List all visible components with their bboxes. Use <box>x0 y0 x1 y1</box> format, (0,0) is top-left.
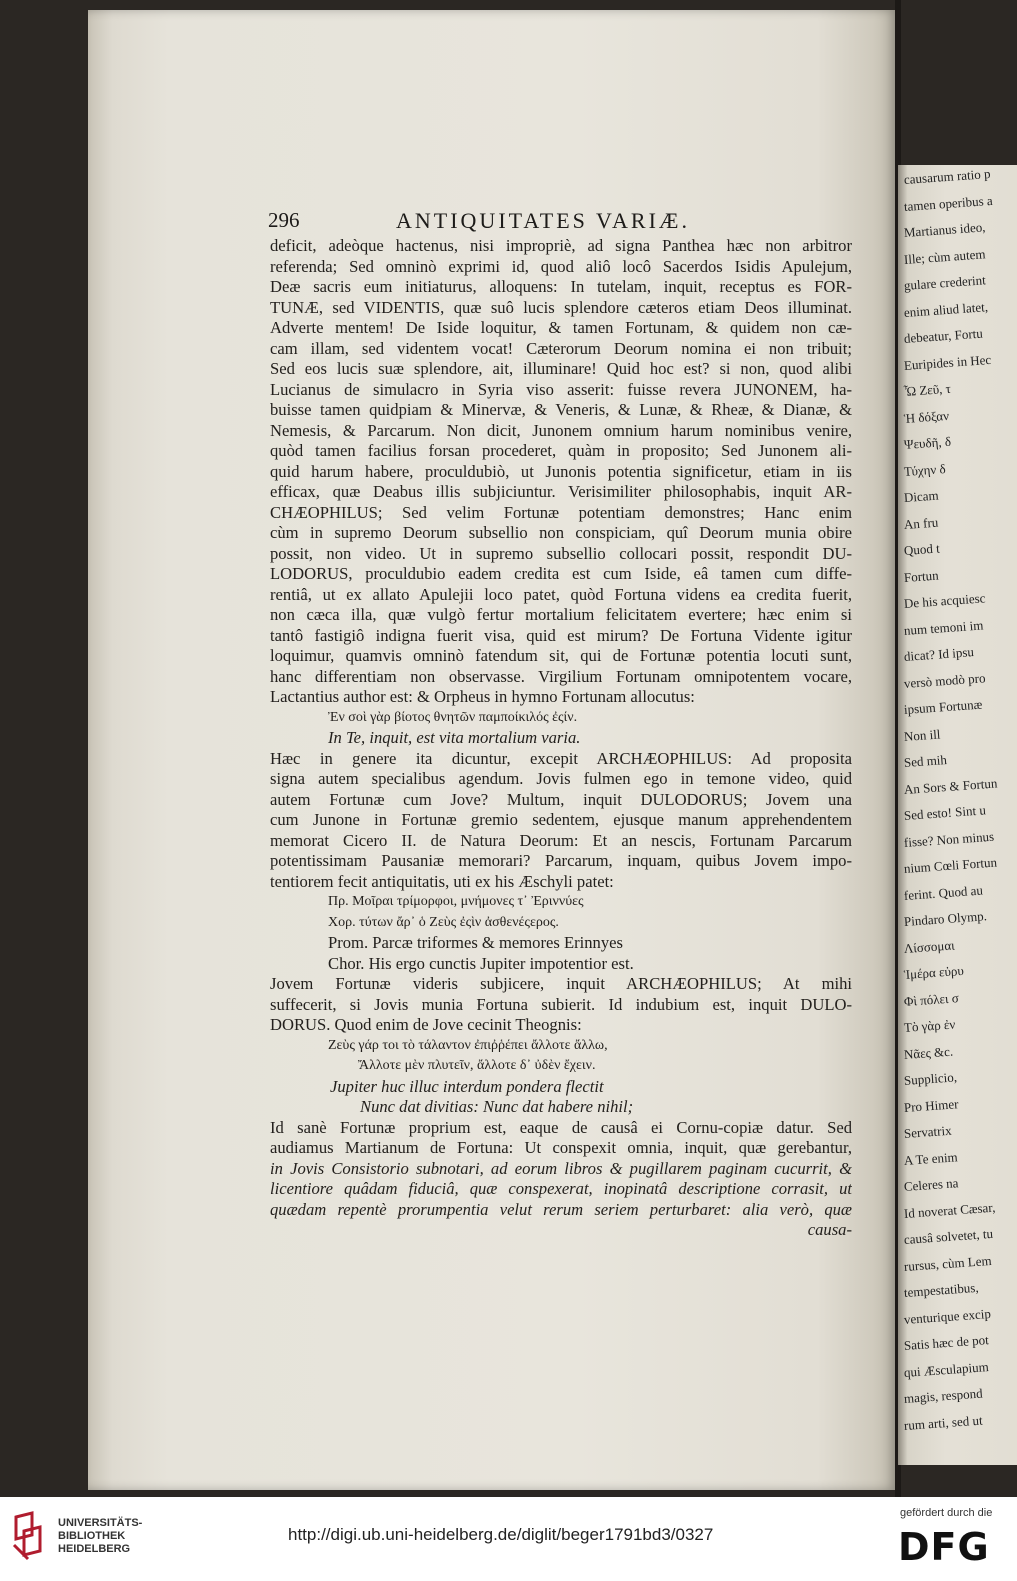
right-page-fragment: causâ solvetet, tu <box>903 1225 994 1247</box>
right-page-fragment: rursus, cùm Lem <box>903 1252 993 1274</box>
page-body-text <box>270 236 852 1241</box>
institution-line: BIBLIOTHEK <box>58 1530 126 1542</box>
institution-line: UNIVERSITÄTS- <box>58 1517 143 1529</box>
text-line: Nunc dat divitias: Nunc dat habere nihil; <box>360 1097 634 1116</box>
text-line: tentiorem fecit antiquitatis, uti ex his Æschyli patet: <box>270 871 614 891</box>
text-line: referenda; Sed omninò exprimi id, quod aliô locô Sacerdos Isidis Apulejum, <box>270 256 852 276</box>
right-page-fragment: tempestatibus, <box>903 1279 980 1300</box>
text-line: quid harum habere, proculdubiò, ut Junonis potentia significetur, etiam in iis <box>270 461 852 481</box>
text-line: causa- <box>807 1220 852 1239</box>
institution-name <box>58 1517 142 1556</box>
right-page-fragment: nium Cœli Fortun <box>903 854 998 876</box>
text-line: Χορ. τύτων ἄρ᾽ ὁ Ζεὺς ἐςὶν ἀσθενέςερος. <box>328 914 559 930</box>
text-line: Πρ. Μοῖραι τρίμορφοι, μνήμονες τ᾽ Ἐριννύες <box>328 894 584 909</box>
text-line: autem Fortunæ cum Jove? Multum, inquit DULODORUS; Jovem una <box>270 789 852 809</box>
text-line: cum Junone in Fortunæ gremio sedentem, ejusque manum apprehendentem <box>270 810 852 829</box>
right-page-fragment: Τύχην δ <box>903 460 947 479</box>
text-line: Chor. His ergo cunctis Jupiter impotentior est. <box>328 953 634 973</box>
right-page-fragment: Τὸ γὰρ ἐν <box>903 1016 956 1035</box>
text-line: loquimur, quamvis omninò fatendum sit, qui de Fortunæ potentia locuti sunt, <box>270 646 852 665</box>
text-line: efficax, quæ Deabus illis subjiciuntur. Verisimiliter philosophabis, inquit AR- <box>270 482 852 501</box>
text-line: Deæ sacris eum initiaturus, alloquens: In tutelam, inquit, receptus es FOR- <box>270 277 852 296</box>
text-line: quòd tamen facilius forsan procederet, quàm in proposito; Sed Junonem ali- <box>270 441 852 460</box>
right-page-fragment: num temoni im <box>903 616 984 638</box>
right-page-fragment: qui Æsculapium <box>903 1358 990 1380</box>
right-page-fragment: Pro Himer <box>903 1095 959 1115</box>
right-page-fragment: Sed esto! Sint u <box>903 802 987 823</box>
text-line: rentiâ, ut ex allato Apulejii loco patet, quòd Fortuna videns ea credita fuerit, <box>270 584 852 604</box>
text-line: non cæca illa, quæ vulgò fertur mortalium felicitatem evertere; hæc enim si <box>270 605 852 624</box>
text-line: signa autem specialibus agendum. Jovis fulmen ego in temone video, quid <box>270 769 852 788</box>
right-page-fragment: gulare crederint <box>903 272 987 293</box>
right-page-fragment: fisse? Non minus <box>903 828 995 850</box>
right-page-fragment: Ψευδῆ, δ <box>903 433 952 452</box>
text-line: in Jovis Consistorio subnotari, ad eorum libros & pugillarem paginam cucurrit, & <box>270 1158 852 1178</box>
text-line: In Te, inquit, est vita mortalium varia. <box>328 728 581 747</box>
right-page-fragment: magis, respond <box>903 1385 984 1406</box>
text-line: Lactantius author est: & Orpheus in hymno Fortunam allocutus: <box>270 687 695 706</box>
right-page-fragment: Quod t <box>903 540 941 558</box>
right-page-fragment: Νᾶες &c. <box>903 1043 954 1062</box>
text-line: DORUS. Quod enim de Jove cecinit Theognis: <box>270 1015 582 1034</box>
text-line: CHÆOPHILUS; Sed velim Fortunæ potentiam demonstres; Hanc enim <box>270 502 852 522</box>
text-line: memorat Cicero II. de Natura Deorum: Et an nescis, Fortunam Parcarum <box>270 830 852 850</box>
right-page-fragment: An Sors & Fortun <box>903 774 998 797</box>
right-page-fragment: ferint. Quod au <box>903 882 984 903</box>
right-page-fragment: Ἱμέρα εὐρυ <box>903 962 965 982</box>
right-page-fragment: enim aliud latet, <box>903 298 989 320</box>
right-page-fragment: An fru <box>903 514 939 532</box>
permalink[interactable]: http://digi.ub.uni-heidelberg.de/diglit/beger1791bd3/0327 <box>288 1525 714 1544</box>
dfg-logo: DFG <box>898 1525 990 1569</box>
text-line: tantô fastigiô indigna fuerit visa, quid est mirum? De Fortuna Vidente igitur <box>270 625 852 645</box>
right-page-fragment: causarum ratio p <box>903 165 991 187</box>
text-line: Hæc in genere ita dicuntur, excepit ARCHÆOPHILUS: Ad proposita <box>270 748 852 768</box>
text-line: cùm in supremo Deorum subsellio non conspiciam, quî Deorum munia obire <box>270 523 852 542</box>
right-page-fragment: Euripides in Hec <box>903 351 992 373</box>
page-number: 296 <box>268 208 300 232</box>
right-page-fragment: A Te enim <box>903 1148 959 1168</box>
right-page-fragment: dicat? Id ipsu <box>903 644 975 664</box>
text-line: hanc differentiam non observasse. Virgilium Fortunam omnipotentem vocare, <box>270 666 852 686</box>
book-page-right <box>898 165 1017 1465</box>
right-page-fragment: Servatrix <box>903 1122 953 1141</box>
text-line: audiamus Martianum de Fortuna: Ut conspexit omnia, inquit, quæ gerebantur, <box>270 1138 852 1157</box>
right-page-fragment: tamen operibus a <box>903 192 994 214</box>
text-line: quædam repentè prorumpentia velut rerum seriem perturbaret: alia verò, quæ <box>270 1199 852 1219</box>
running-title: ANTIQUITATES VARIÆ. <box>396 208 690 233</box>
right-page-fragment: rum arti, sed ut <box>903 1412 984 1433</box>
text-line: Ἄλλοτε μὲν πλυτεῖν, ἄλλοτε δ᾽ ὐδὲν ἔχειν. <box>358 1058 596 1073</box>
text-line: Lucianus de simulacro in Syria viso asserit: fuisse revera JUNONEM, ha- <box>270 379 852 399</box>
right-page-fragment: Sed mih <box>903 752 948 770</box>
text-line: Jovem Fortunæ videris subjicere, inquit ARCHÆOPHILUS; At mihi <box>270 974 852 993</box>
right-page-fragment: Ἡ δόξαν <box>903 407 950 426</box>
text-line: Ἐν σοὶ γὰρ βίοτος θνητῶν παμποίκιλός ἐςίν. <box>328 709 578 725</box>
text-line: Prom. Parcæ triformes & memores Erinnyes <box>328 933 623 952</box>
right-page-fragment: Id noverat Cæsar, <box>903 1199 996 1221</box>
right-page-fragment: Ὦ Ζεῦ, τ <box>903 380 952 399</box>
text-line: licentiore quâdam fiduciâ, quæ conspexerat, inopinatâ descriptione corrasit, ut <box>270 1179 852 1198</box>
right-page-fragment: Φὶ πόλει σ <box>903 989 960 1009</box>
text-line: possit, non video. Ut in supremo subsellio collocari possit, respondit DU- <box>270 543 852 563</box>
right-page-fragment: ipsum Fortunæ <box>903 696 983 717</box>
right-page-fragment: De his acquiesc <box>903 590 986 611</box>
text-line: Nemesis, & Parcarum. Non dicit, Junonem omnium harum nominibus venire, <box>270 420 852 440</box>
right-page-fragment: Dicam <box>903 487 940 505</box>
right-page-fragment: Martianus ideo, <box>903 219 986 240</box>
page-header <box>268 208 858 232</box>
right-page-fragment: Non ill <box>903 725 941 744</box>
right-page-fragment: Fortun <box>903 567 940 585</box>
text-line: Jupiter huc illuc interdum pondera flectit <box>330 1076 604 1096</box>
right-page-fragment: venturique excip <box>903 1305 992 1327</box>
right-page-fragment: debeatur, Fortu <box>903 325 984 346</box>
text-line: potentissimam Pausaniæ memorari? Parcarum, inquam, quibus Jovem impo- <box>270 851 852 870</box>
institution-line: HEIDELBERG <box>58 1543 131 1555</box>
text-line: cam illam, sed videntem vocat! Cæterorum Deorum nomina ei non tribuit; <box>270 338 852 358</box>
text-line: TUNÆ, sed VIDENTIS, quæ suô lucis splendore cæteros etiam Deos illuminat. <box>270 297 852 317</box>
text-line: Adverte mentem! De Iside loquitur, & tamen Fortunam, & quidem non cæ- <box>270 318 852 337</box>
right-page-fragment: Pindaro Olymp. <box>903 908 988 929</box>
right-page-fragment: versò modò pro <box>903 669 986 691</box>
right-page-fragment: Satis hæc de pot <box>903 1332 990 1353</box>
right-page-fragment: Celeres na <box>903 1175 959 1194</box>
text-line: suffecerit, si Jovis munia Fortuna subierit. Id indubium est, inquit DULO- <box>270 994 852 1014</box>
text-line: Sed eos lucis suæ splendore, ait, illuminare! Quid hoc est? si non, quod alibi <box>270 359 852 378</box>
text-line: buisse tamen quidpiam & Minervæ, & Veneris, & Lunæ, & Rheæ, & Dianæ, & <box>270 400 852 419</box>
text-line: deficit, adeòque hactenus, nisi impropriè, ad signa Panthea hæc non arbitror <box>270 236 852 255</box>
text-line: Ζεὺς γάρ τοι τὸ τάλαντον ἐπιῤῥέπει ἄλλοτε ἄλλω, <box>328 1037 608 1053</box>
university-seal-icon <box>10 1511 50 1563</box>
text-line: LODORUS, proculdubio eadem credita est cum Iside, eâ tamen cum diffe- <box>270 564 852 583</box>
right-page-fragment: Ille; cùm autem <box>903 245 986 267</box>
right-page-fragment: Λίσσομαι <box>903 936 956 956</box>
text-line: Id sanè Fortunæ proprium est, eaque de causâ ei Cornu-copiæ datur. Sed <box>270 1117 852 1137</box>
viewer-footer <box>0 1497 1017 1581</box>
right-page-fragment: Supplicio, <box>903 1069 958 1088</box>
funding-note: gefördert durch die <box>900 1507 993 1519</box>
